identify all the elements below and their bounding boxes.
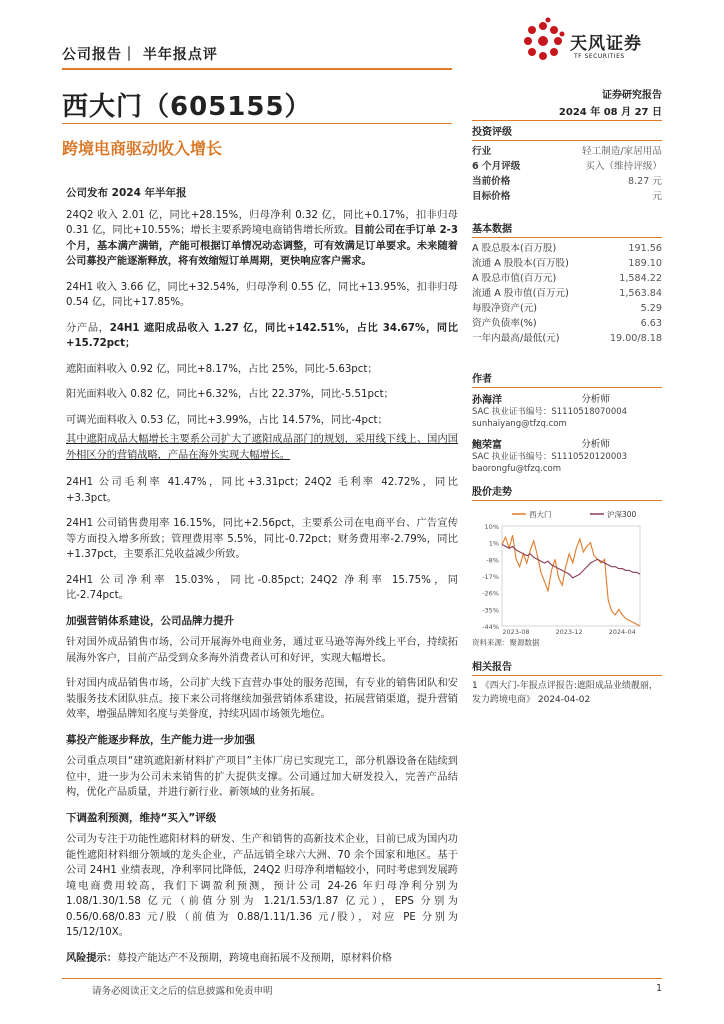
legend-label: 沪深300: [607, 510, 637, 519]
author-1-name: 孙海洋: [472, 395, 502, 406]
y-tick-label: -44%: [482, 623, 499, 631]
basic-row-value: 189.10: [628, 258, 662, 269]
report-subtitle: 跨境电商驱动收入增长: [62, 139, 223, 158]
industry-row: [472, 144, 662, 159]
basic-row-value: 1,563.84: [619, 288, 662, 299]
related-title: 相关报告: [472, 658, 662, 676]
section-title-1: 公司发布 2024 年半年报: [66, 187, 187, 199]
basic-row: [472, 271, 662, 286]
author-panel: [472, 370, 662, 475]
paragraph-9: 24H1 公司销售费用率 16.15%，同比+2.56pct，主要系公司在电商平台、广告宣传等方面投入增多所致；管理费用率 5.5%，同比-0.72pct；财务费用率-2.79%，同比+1.37pct，主要系汇兑收益减少所致。: [66, 518, 458, 560]
y-tick-label: 1%: [488, 539, 499, 548]
basic-row: [472, 256, 662, 271]
price-row: [472, 174, 662, 189]
target-value: 元: [652, 191, 662, 202]
basic-row-value: 1,584.22: [619, 273, 662, 284]
y-tick-label: -8%: [486, 556, 499, 565]
author-1: [472, 391, 662, 430]
company-title: 西大门（605155）: [62, 92, 312, 122]
rating-label: 6 个月评级: [472, 161, 521, 172]
rating-value: 买入（维持评级）: [585, 161, 662, 172]
paragraph-13: 公司重点项目“建筑遮阳新材料扩产项目”主体厂房已实现完工，部分机器设备在陆续到位中，进一步为公司未来销售的扩大提供支撑。公司通过加大研发投入，完善产品结构，优化产品质量，并进行新行业、新领域的业务拓展。: [66, 756, 458, 798]
basic-row: [472, 331, 662, 346]
series-line-xidamen: [502, 535, 640, 626]
author-2-name: 鲍荣富: [472, 440, 502, 451]
paragraph-10: 24H1 公司净利率 15.03%，同比-0.85pct；24Q2 净利率 15.75%，同比-2.74pct。: [66, 574, 458, 601]
target-label: 目标价格: [472, 191, 511, 202]
x-tick-label: 2023-08: [502, 628, 530, 634]
basic-row-value: 191.56: [628, 243, 662, 254]
basic-row-label: 一年内最高/最低(元): [472, 333, 560, 344]
basic-row: [472, 316, 662, 331]
brand-logo: [518, 16, 668, 66]
basic-row-label: 每股净资产(元): [472, 303, 538, 314]
paragraph-4: 遮阳面料收入 0.92 亿，同比+8.17%，占比 25%，同比-5.63pct；: [66, 363, 378, 375]
report-date: 2024 年 08 月 27 日: [558, 107, 662, 118]
p1-bold: 目前公司在手订单 2-3 个月，基本满产满销，产能可根据订单情况动态调整，可有效满足订单要求。未来随着公司募投产能逐渐释放，将有效缩短订单周期，更快响应客户需求。: [66, 225, 458, 267]
author-1-role: 分析师: [581, 394, 610, 405]
author-2-sac: SAC 执业证书编号：S1110520120003: [472, 452, 628, 462]
logo-text-en: TF SECURITIES: [574, 53, 625, 60]
paragraph-14: 公司为专注于功能性遮阳材料的研发、生产和销售的高新技术企业，目前已成为国内功能性遮阳材料细分领域的龙头企业，产品远销全球六大洲、70 余个国家和地区。基于公司 24H1 业绩表现，净利率同比降低，24Q2 归母净利增幅较小，同时考虑到发展跨境电商费用较高，我们下调盈利预测，预计公司 24-26 年归母净利分别为 1.08/1.30/1.58 亿元（前值分别为 1.21/1.53/1.87 亿元），EPS 分别为 0.56/0.68/0.83 元/股（前值为 0.88/1.11/1.36 元/股），对应 PE 分别为 15/12/10X。: [66, 834, 458, 938]
p3-text: 分产品，: [66, 322, 110, 334]
footer-disclaimer: 请务必阅读正文之后的信息披露和免责申明: [92, 986, 273, 997]
price-label: 当前价格: [472, 176, 511, 187]
y-tick-label: -26%: [482, 589, 499, 598]
report-type-label: 公司报告｜ 半年报点评: [62, 47, 218, 63]
basic-data-panel: [472, 220, 662, 346]
risk-label: 风险提示：: [66, 952, 117, 964]
header-divider: [62, 68, 452, 70]
series-line-hs300: [502, 545, 640, 578]
target-row: [472, 189, 662, 204]
author-title: 作者: [472, 370, 662, 388]
risk-paragraph: [66, 951, 458, 967]
rating-title: 投资评级: [472, 123, 662, 141]
basic-data-list: [472, 241, 662, 346]
p1-text: 24Q2 收入 2.01 亿，同比+28.15%，归母净利 0.32 亿，同比+0.17%，扣非归母 0.31 亿，同比+10.55%；增长主要系跨境电商销售增长所致。: [66, 209, 458, 236]
rating-row: [472, 159, 662, 174]
y-tick-label: -17%: [482, 573, 499, 581]
basic-row-value: 5.29: [640, 303, 662, 314]
risk-text: 募投产能达产不及预期，跨境电商拓展不及预期，原材料价格: [116, 952, 392, 964]
section-title-4: 下调盈利预测，维持“买入”评级: [66, 811, 217, 824]
basic-row-label: A 股总市值(百万元): [472, 273, 557, 284]
basic-row: [472, 286, 662, 301]
y-tick-label: -35%: [482, 606, 499, 615]
basic-row-label: 流通 A 股市值(百万元): [472, 288, 569, 299]
paragraph-12: 针对国内成品销售市场，公司扩大线下直营办事处的服务范围，有专业的销售团队和安装服务技术团队驻点。接下来公司将继续加强营销体系建设，拓展营销渠道，提升营销效率，增强品牌知名度与美誉度，持续巩固市场领先地位。: [66, 678, 458, 720]
footer-divider: [62, 978, 662, 979]
stock-price-chart: [472, 504, 662, 634]
paragraph-3: [66, 321, 458, 352]
logo-text-cn: 天风证券: [570, 34, 642, 54]
related-panel: [472, 658, 662, 707]
chart-source: 资料来源：聚源数据: [472, 638, 540, 647]
basic-row-value: 6.63: [640, 318, 662, 329]
author-2-email[interactable]: baorongfu@tfzq.com: [472, 464, 562, 474]
title-divider: [62, 123, 452, 124]
paragraph-7: 其中遮阳成品大幅增长主要系公司扩大了遮阳成品部门的规划，采用线下线上、国内国外相区分的营销战略，产品在海外实现大幅增长。: [66, 434, 458, 461]
author-2: [472, 436, 662, 475]
basic-row-value: 19.00/8.18: [609, 333, 662, 344]
main-content: [66, 186, 458, 976]
basic-row: [472, 241, 662, 256]
author-2-role: 分析师: [581, 439, 610, 450]
x-tick-label: 2024-04: [608, 628, 636, 634]
research-label: 证券研究报告: [602, 90, 662, 101]
legend-label: 西大门: [529, 510, 552, 519]
author-1-sac: SAC 执业证书编号：S1110518070004: [472, 407, 628, 417]
paragraph-2: 24H1 收入 3.66 亿，同比+32.54%，归母净利 0.55 亿，同比+13.95%，扣非归母 0.54 亿，同比+17.85%。: [66, 281, 458, 308]
related-report-link[interactable]: 1 《西大门-年报点评报告:遮阳成品业绩靓丽，发力跨境电商》 2024-04-02: [472, 681, 658, 705]
section-title-3: 募投产能逐步释放，生产能力进一步加强: [66, 733, 255, 746]
paragraph-5: 阳光面料收入 0.82 亿，同比+6.32%，占比 22.37%，同比-5.51pct；: [66, 389, 394, 400]
paragraph-11: 针对国外成品销售市场，公司开展海外电商业务，通过亚马逊等海外线上平台，持续拓展海外客户，目前产品受到众多海外消费者认可和好评，实现大幅增长。: [66, 637, 458, 664]
paragraph-8: 24H1 公司毛利率 41.47%，同比+3.31pct；24Q2 毛利率 42.72%，同比+3.3pct。: [66, 477, 458, 504]
y-tick-label: 10%: [484, 523, 499, 531]
basic-row-label: A 股总股本(百万股): [472, 243, 557, 254]
basic-row-label: 流通 A 股股本(百万股): [472, 258, 569, 269]
p3-bold: 24H1 遮阳成品收入 1.27 亿，同比+142.51%，占比 34.67%，同比+15.72pct；: [66, 322, 458, 349]
paragraph-1: [66, 208, 458, 270]
logo-flower-icon: [518, 16, 568, 66]
basic-row-label: 资产负债率(%): [472, 318, 537, 329]
x-tick-label: 2023-12: [555, 628, 583, 634]
sidebar-top-rule: [472, 120, 662, 121]
chart-title: 股价走势: [472, 483, 662, 501]
price-value: 8.27 元: [627, 176, 662, 187]
paragraph-6: 可调光面料收入 0.53 亿，同比+3.99%，占比 14.57%，同比-4pct；: [66, 414, 388, 426]
rating-panel: [472, 123, 662, 204]
stock-chart-panel: [472, 483, 662, 649]
basic-row: [472, 301, 662, 316]
industry-label: 行业: [472, 146, 492, 157]
author-1-email[interactable]: sunhaiyang@tfzq.com: [472, 419, 567, 429]
page-number: 1: [655, 983, 662, 994]
industry-value: 轻工制造/家居用品: [582, 146, 662, 157]
basic-title: 基本数据: [472, 220, 662, 238]
section-title-2: 加强营销体系建设，公司品牌力提升: [66, 614, 234, 627]
